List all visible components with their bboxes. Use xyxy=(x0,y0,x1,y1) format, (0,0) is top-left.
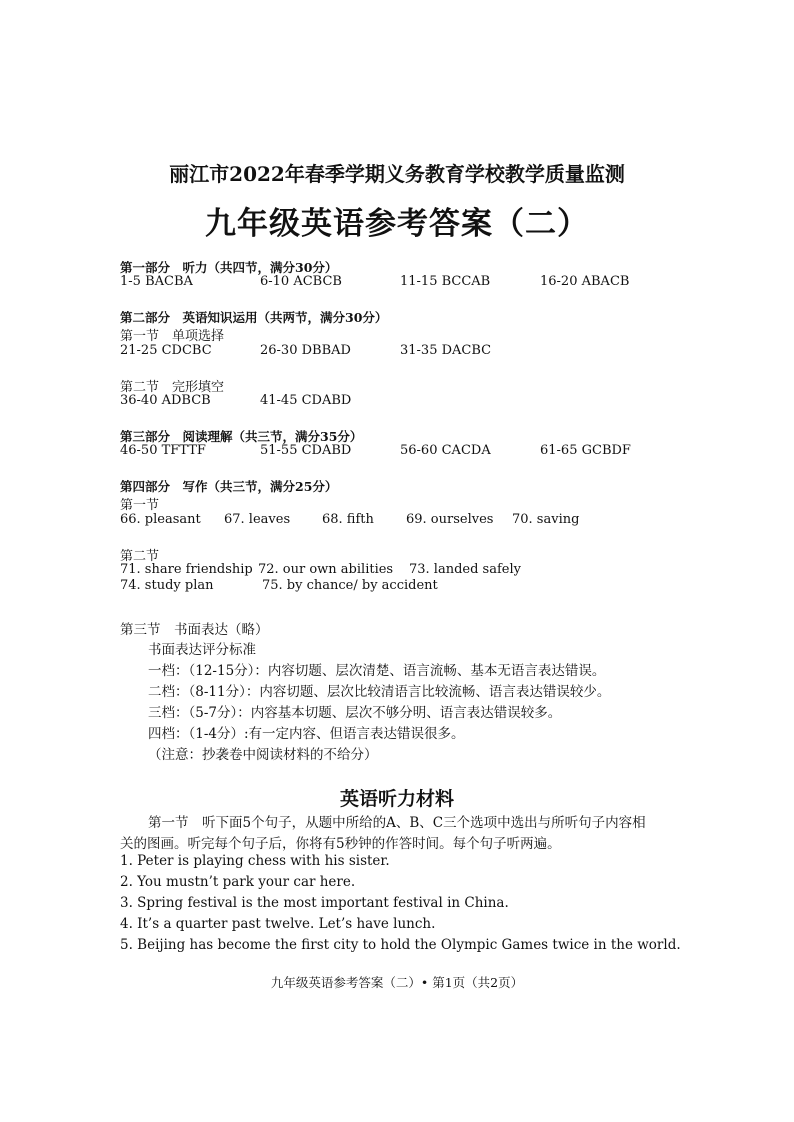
answer-item: 69. ourselves xyxy=(406,512,494,527)
section-title: 第二节 xyxy=(120,549,160,564)
answer-group: 41-45 CDABD xyxy=(260,393,352,408)
criteria-note: （注意：抄袭卷中阅读材料的不给分） xyxy=(148,747,378,763)
answer-item: 73. landed safely xyxy=(409,562,521,577)
answer-item: 72. our own abilities xyxy=(258,562,394,577)
answer-item: 67. leaves xyxy=(224,512,291,527)
answer-group: 26-30 DBBAD xyxy=(260,343,351,358)
answer-group: 31-35 DACBC xyxy=(400,343,492,358)
criteria-item: 二档：（8-11分）：内容切题、层次比较清语言比较流畅、语言表达错误较少。 xyxy=(148,684,611,700)
listening-title: 英语听力材料 xyxy=(339,788,454,810)
answer-group: 21-25 CDCBC xyxy=(120,343,212,358)
answer-item: 66. pleasant xyxy=(120,512,201,527)
criteria-item: 一档：（12-15分）：内容切题、层次清楚、语言流畅、基本无语言表达错误。 xyxy=(148,663,606,679)
answer-group: 16-20 ABACB xyxy=(540,274,630,289)
answer-item: 68. fifth xyxy=(322,512,374,527)
answer-group: 36-40 ADBCB xyxy=(120,393,211,408)
answer-group: 61-65 GCBDF xyxy=(540,443,631,458)
section-title: 第一节 单项选择 xyxy=(120,329,225,344)
page-title: 九年级英语参考答案（二） xyxy=(205,206,589,242)
listening-sentence: 1. Peter is playing chess with his sister. xyxy=(120,853,390,869)
answer-group: 51-55 CDABD xyxy=(260,443,352,458)
listening-sentence: 4. It’s a quarter past twelve. Let’s have lunch. xyxy=(120,916,436,932)
part1-title: 第一部分 听力（共四节，满分30分） xyxy=(120,260,338,275)
section-title: 第三节 书面表达（略） xyxy=(120,622,269,638)
answer-item: 75. by chance/ by accident xyxy=(262,578,438,593)
section-title: 第一节 xyxy=(120,498,160,513)
answer-group: 1-5 BACBA xyxy=(120,274,193,289)
answer-group: 56-60 CACDA xyxy=(400,443,491,458)
exam-header: 丽江市2022年春季学期义务教育学校教学质量监测 xyxy=(169,162,625,186)
listening-intro: 关的图画。听完每个句子后，你将有5秒钟的作答时间。每个句子听两遍。 xyxy=(120,836,561,852)
criteria-title: 书面表达评分标准 xyxy=(148,642,256,658)
part4-title: 第四部分 写作（共三节，满分25分） xyxy=(120,479,338,494)
page-footer: 九年级英语参考答案（二）• 第1页（共2页） xyxy=(270,975,524,990)
answer-group: 46-50 TFTTF xyxy=(120,443,206,458)
listening-sentence: 5. Beijing has become the first city to hold the Olympic Games twice in the world. xyxy=(120,937,681,953)
answer-item: 74. study plan xyxy=(120,578,214,593)
listening-sentence: 3. Spring festival is the most important festival in China. xyxy=(120,895,509,911)
criteria-item: 三档：（5-7分）：内容基本切题、层次不够分明、语言表达错误较多。 xyxy=(148,705,562,721)
criteria-item: 四档：（1-4分）:有一定内容、但语言表达错误很多。 xyxy=(148,726,465,742)
section-title: 第二节 完形填空 xyxy=(120,380,225,395)
answer-item: 70. saving xyxy=(512,512,580,527)
answer-group: 11-15 BCCAB xyxy=(400,274,491,289)
answer-group: 6-10 ACBCB xyxy=(260,274,342,289)
answer-item: 71. share friendship xyxy=(120,562,253,577)
listening-intro: 第一节 听下面5个句子，从题中所给的A、B、C三个选项中选出与所听句子内容相 xyxy=(148,815,646,831)
part2-title: 第二部分 英语知识运用（共两节，满分30分） xyxy=(120,310,388,325)
part3-title: 第三部分 阅读理解（共三节，满分35分） xyxy=(120,429,363,444)
listening-sentence: 2. You mustn’t park your car here. xyxy=(120,874,356,890)
